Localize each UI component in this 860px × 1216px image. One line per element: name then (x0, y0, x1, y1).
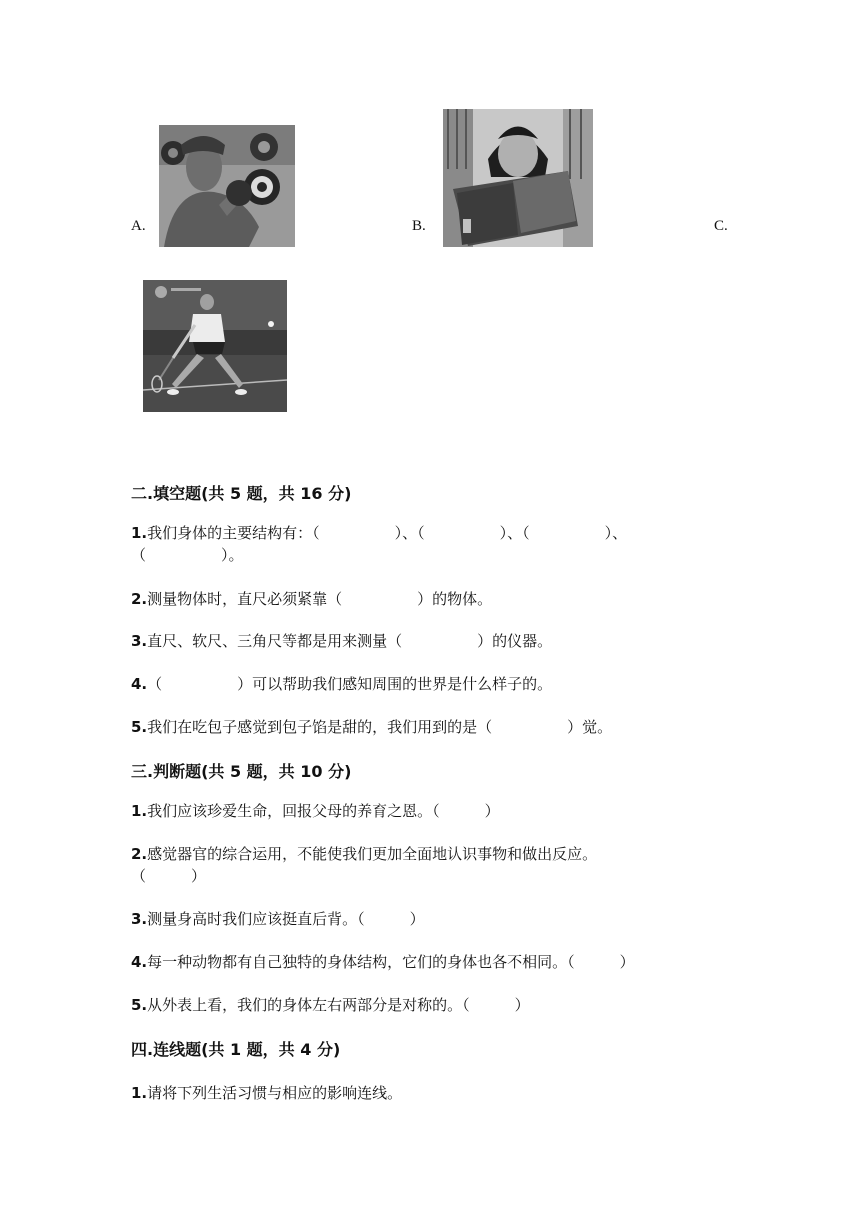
question-text: 从外表上看，我们的身体左右两部分是对称的。（ ） (147, 996, 530, 1014)
option-b-label: B. (412, 218, 426, 234)
judge-question-5 (131, 994, 530, 1016)
question-number: 1. (131, 1084, 148, 1102)
reading-girl-photo (443, 109, 593, 247)
fill-question-1 (131, 522, 741, 544)
fill-question-2 (131, 588, 492, 610)
option-a-label: A. (131, 218, 146, 234)
question-number: 5. (131, 718, 148, 736)
weightlifting-photo (159, 125, 295, 247)
judge-question-2-line2: （ ） (131, 867, 207, 885)
question-number: 4. (131, 675, 148, 693)
question-text: 我们应该珍爱生命，回报父母的养育之恩。（ ） (147, 802, 500, 820)
question-number: 1. (131, 524, 148, 542)
question-number: 2. (131, 845, 148, 863)
question-text: 测量身高时我们应该挺直后背。（ ） (147, 910, 425, 928)
judge-question-1 (131, 800, 500, 822)
question-number: 2. (131, 590, 148, 608)
judge-question-2 (131, 843, 597, 865)
question-number: 4. (131, 953, 148, 971)
fill-question-1-line2: （ ）。 (131, 546, 244, 564)
fill-question-5 (131, 716, 612, 738)
question-text: 我们在吃包子感觉到包子馅是甜的，我们用到的是（ ）觉。 (147, 718, 613, 736)
section-judge-title: 三.判断题(共 5 题，共 10 分) (131, 762, 352, 781)
question-text: 测量物体时，直尺必须紧靠（ ）的物体。 (147, 590, 493, 608)
badminton-photo (143, 280, 287, 412)
section-match-title: 四.连线题(共 1 题，共 4 分) (131, 1040, 341, 1059)
match-question-1 (131, 1082, 402, 1104)
question-text: （ ）可以帮助我们感知周围的世界是什么样子的。 (147, 675, 553, 693)
question-text: 我们身体的主要结构有：（ ）、（ ）、（ ）、 (147, 524, 628, 542)
option-c-label: C. (714, 218, 728, 234)
fill-question-4 (131, 673, 552, 695)
judge-question-4 (131, 951, 635, 973)
judge-question-3 (131, 908, 425, 930)
question-number: 3. (131, 910, 148, 928)
question-number: 3. (131, 632, 148, 650)
question-text: 请将下列生活习惯与相应的影响连线。 (147, 1084, 403, 1102)
question-number: 1. (131, 802, 148, 820)
question-text: 每一种动物都有自己独特的身体结构，它们的身体也各不相同。（ ） (147, 953, 635, 971)
section-fill-title: 二.填空题(共 5 题，共 16 分) (131, 484, 352, 503)
question-text: 感觉器官的综合运用，不能使我们更加全面地认识事物和做出反应。 (147, 845, 598, 863)
question-text: 直尺、软尺、三角尺等都是用来测量（ ）的仪器。 (147, 632, 553, 650)
fill-question-3 (131, 630, 552, 652)
question-number: 5. (131, 996, 148, 1014)
